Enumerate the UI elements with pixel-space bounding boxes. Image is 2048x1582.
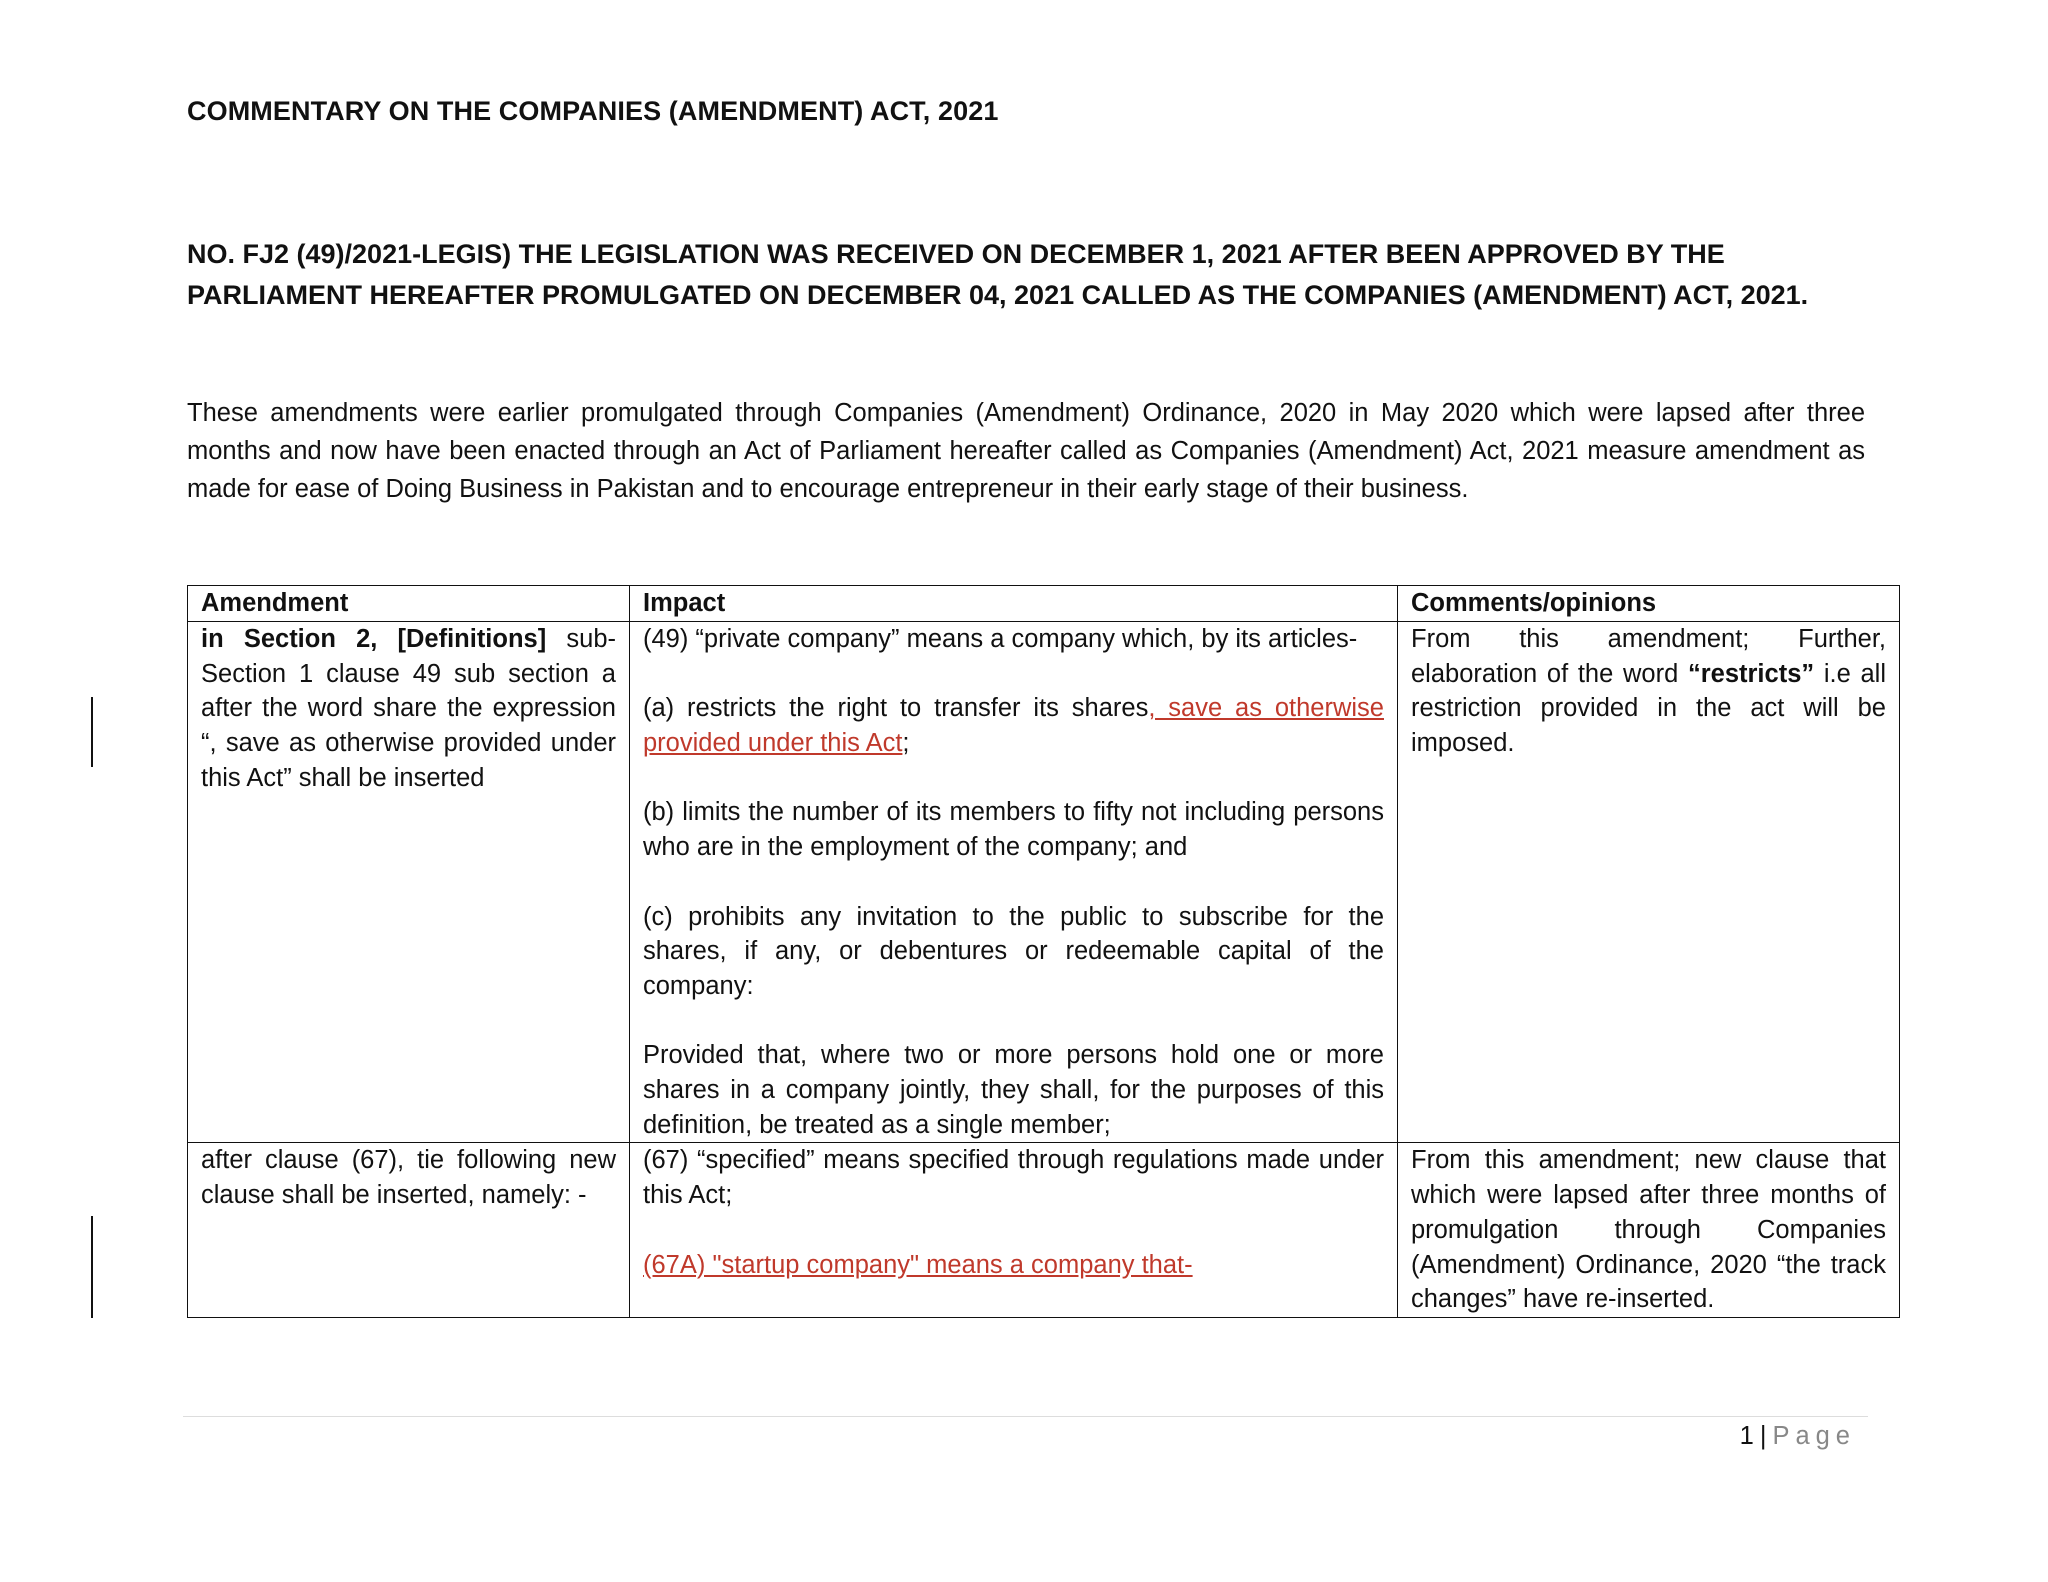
footer-divider xyxy=(183,1416,1868,1417)
inserted-text: , save as otherwise provided under this Act xyxy=(643,694,1384,758)
table-header-row xyxy=(188,586,1900,622)
intro-paragraph: These amendments were earlier promulgated through Companies (Amendment) Ordinance, 2020 in May 2020 which were lapsed after three months and now have been enacted through an Act of Parliament hereafter called as Companies (Amendment) Act, 2021 measure amendment as made for ease of Doing Business in Pakistan and to encourage entrepreneur in their early stage of their business. xyxy=(187,399,1865,503)
impact-paragraph-b: (b) limits the number of its members to fifty not including persons who are in the employment of the company; and xyxy=(643,798,1384,862)
impact-paragraph-c: (c) prohibits any invitation to the public to subscribe for the shares, if any, or debentures or redeemable capital of the company: xyxy=(643,902,1384,1000)
header-impact: Impact xyxy=(630,586,1398,622)
change-bar-row1 xyxy=(91,697,93,767)
footer-separator: | xyxy=(1759,1422,1767,1450)
impact-text-end: ; xyxy=(902,729,910,758)
impact-cell xyxy=(630,622,1398,1143)
table-row xyxy=(188,1143,1900,1318)
comment-text-end: i.e all restriction provided in the act will be imposed. xyxy=(1411,659,1886,758)
comments-cell xyxy=(1398,622,1900,1143)
impact-proviso: Provided that, where two or more persons hold one or more shares in a company jointly, they shall, for the purposes of this definition, be treated as a single member; xyxy=(643,1041,1384,1139)
impact-text: (a) restricts the right to transfer its shares xyxy=(643,694,1149,723)
change-bar-row2 xyxy=(91,1216,93,1318)
amendment-bold-prefix: in Section 2, [Definitions] xyxy=(201,625,547,653)
page-number: 1 xyxy=(1739,1422,1754,1450)
header-comments: Comments/opinions xyxy=(1398,586,1900,622)
comments-cell: From this amendment; new clause that which were lapsed after three months of promulgation through Companies (Amendment) Ordinance, 2020 “the track changes” have re-inserted. xyxy=(1398,1143,1900,1318)
header-amendment: Amendment xyxy=(188,586,630,622)
impact-inserted-paragraph xyxy=(643,1248,1384,1283)
impact-paragraph-a xyxy=(643,691,1384,760)
comment-bold-term: “restricts” xyxy=(1687,659,1815,688)
comment-text: From this amendment; Further, elaboration of the word xyxy=(1411,625,1886,688)
impact-cell xyxy=(630,1143,1398,1318)
amendment-cell: after clause (67), tie following new clause shall be inserted, namely: - xyxy=(188,1143,630,1318)
document-title: COMMENTARY ON THE COMPANIES (AMENDMENT) ACT, 2021 xyxy=(187,96,999,126)
page-footer xyxy=(1740,1422,1856,1451)
amendment-text: sub-Section 1 clause 49 sub section a after the word share the expression “, save as otherwise provided under this Act” shall be inserted xyxy=(201,625,616,792)
document-headline: NO. FJ2 (49)/2021-LEGIS) THE LEGISLATION WAS RECEIVED ON DECEMBER 1, 2021 AFTER BEEN APPROVED BY THE PARLIAMENT HEREAFTER PROMULGATED ON DECEMBER 04, 2021 CALLED AS THE COMPANIES (AMENDMENT) ACT, 2021. xyxy=(187,239,1809,310)
amendment-cell xyxy=(188,622,630,1143)
page-label: Page xyxy=(1772,1422,1856,1450)
impact-paragraph: (49) “private company” means a company which, by its articles- xyxy=(643,625,1358,653)
inserted-text: (67A) "startup company" means a company that- xyxy=(643,1250,1193,1279)
table-row xyxy=(188,622,1900,1143)
amendment-table xyxy=(187,585,1900,1318)
impact-paragraph: (67) “specified” means specified through regulations made under this Act; xyxy=(643,1146,1384,1210)
